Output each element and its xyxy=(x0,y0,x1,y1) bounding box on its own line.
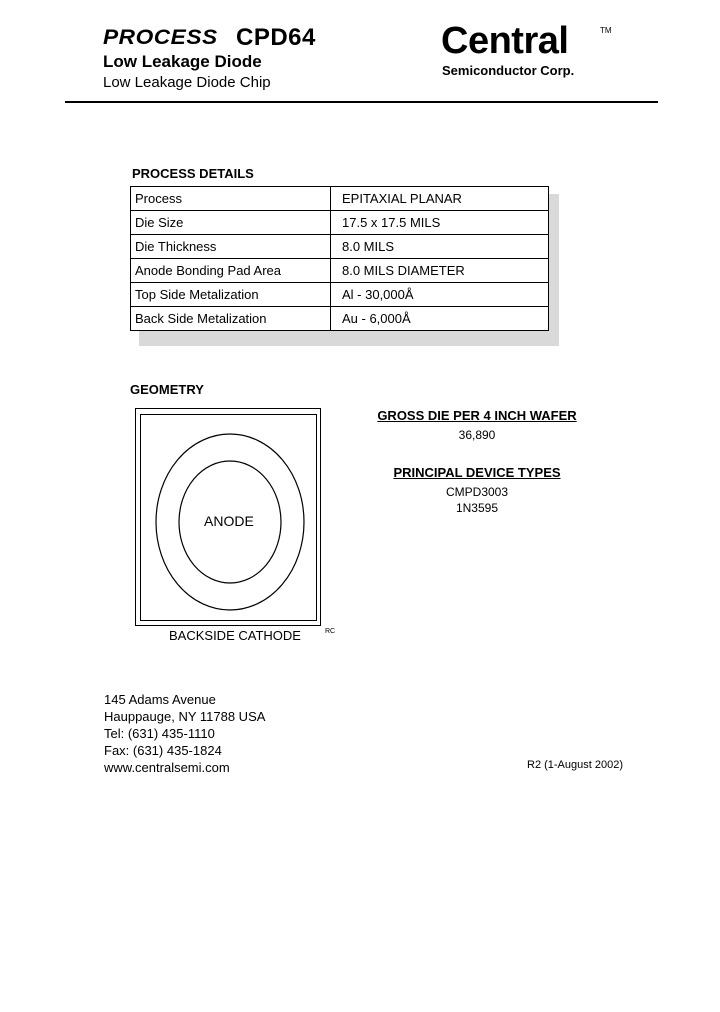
device-type-item: 1N3595 xyxy=(455,501,499,515)
rc-mark: RC xyxy=(325,628,336,635)
row-label: Top Side Metalization xyxy=(131,283,331,307)
brand-logo: Central xyxy=(441,20,569,62)
telephone: Tel: (631) 435-1110 xyxy=(104,726,215,741)
row-value: Al - 30,000Å xyxy=(331,283,549,307)
row-label: Anode Bonding Pad Area xyxy=(131,259,331,283)
row-value: Au - 6,000Å xyxy=(331,307,549,331)
table-row xyxy=(131,235,549,259)
process-label: PROCESS xyxy=(103,26,218,49)
row-label: Die Size xyxy=(131,211,331,235)
row-label: Die Thickness xyxy=(131,235,331,259)
gross-die-value: 36,890 xyxy=(458,428,496,442)
row-label: Process xyxy=(131,187,331,211)
row-value: EPITAXIAL PLANAR xyxy=(331,187,549,211)
address-line-1: 145 Adams Avenue xyxy=(104,692,216,707)
product-subtitle: Low Leakage Diode Chip xyxy=(103,74,271,91)
row-label: Back Side Metalization xyxy=(131,307,331,331)
table-row xyxy=(131,283,549,307)
process-details-title: PROCESS DETAILS xyxy=(132,166,254,181)
address-line-2: Hauppauge, NY 11788 USA xyxy=(104,709,266,724)
gross-die-title: GROSS DIE PER 4 INCH WAFER xyxy=(377,408,577,423)
table-row xyxy=(131,307,549,331)
process-details-table xyxy=(130,186,549,331)
anode-label: ANODE xyxy=(204,513,254,529)
table-row xyxy=(131,187,549,211)
brand-subtitle: Semiconductor Corp. xyxy=(442,63,575,78)
row-value: 17.5 x 17.5 MILS xyxy=(331,211,549,235)
table-row xyxy=(131,211,549,235)
device-type-item: CMPD3003 xyxy=(445,485,509,499)
row-value: 8.0 MILS DIAMETER xyxy=(331,259,549,283)
product-title: Low Leakage Diode xyxy=(103,52,262,71)
header-divider xyxy=(65,101,658,103)
row-value: 8.0 MILS xyxy=(331,235,549,259)
backside-cathode-label: BACKSIDE CATHODE xyxy=(169,628,301,643)
trademark-mark: TM xyxy=(600,26,612,35)
geometry-title: GEOMETRY xyxy=(130,382,204,397)
fax: Fax: (631) 435-1824 xyxy=(104,743,222,758)
part-number: CPD64 xyxy=(236,24,316,51)
revision-note: R2 (1-August 2002) xyxy=(527,759,623,771)
table-row xyxy=(131,259,549,283)
website: www.centralsemi.com xyxy=(104,760,230,775)
device-types-title: PRINCIPAL DEVICE TYPES xyxy=(393,465,561,480)
